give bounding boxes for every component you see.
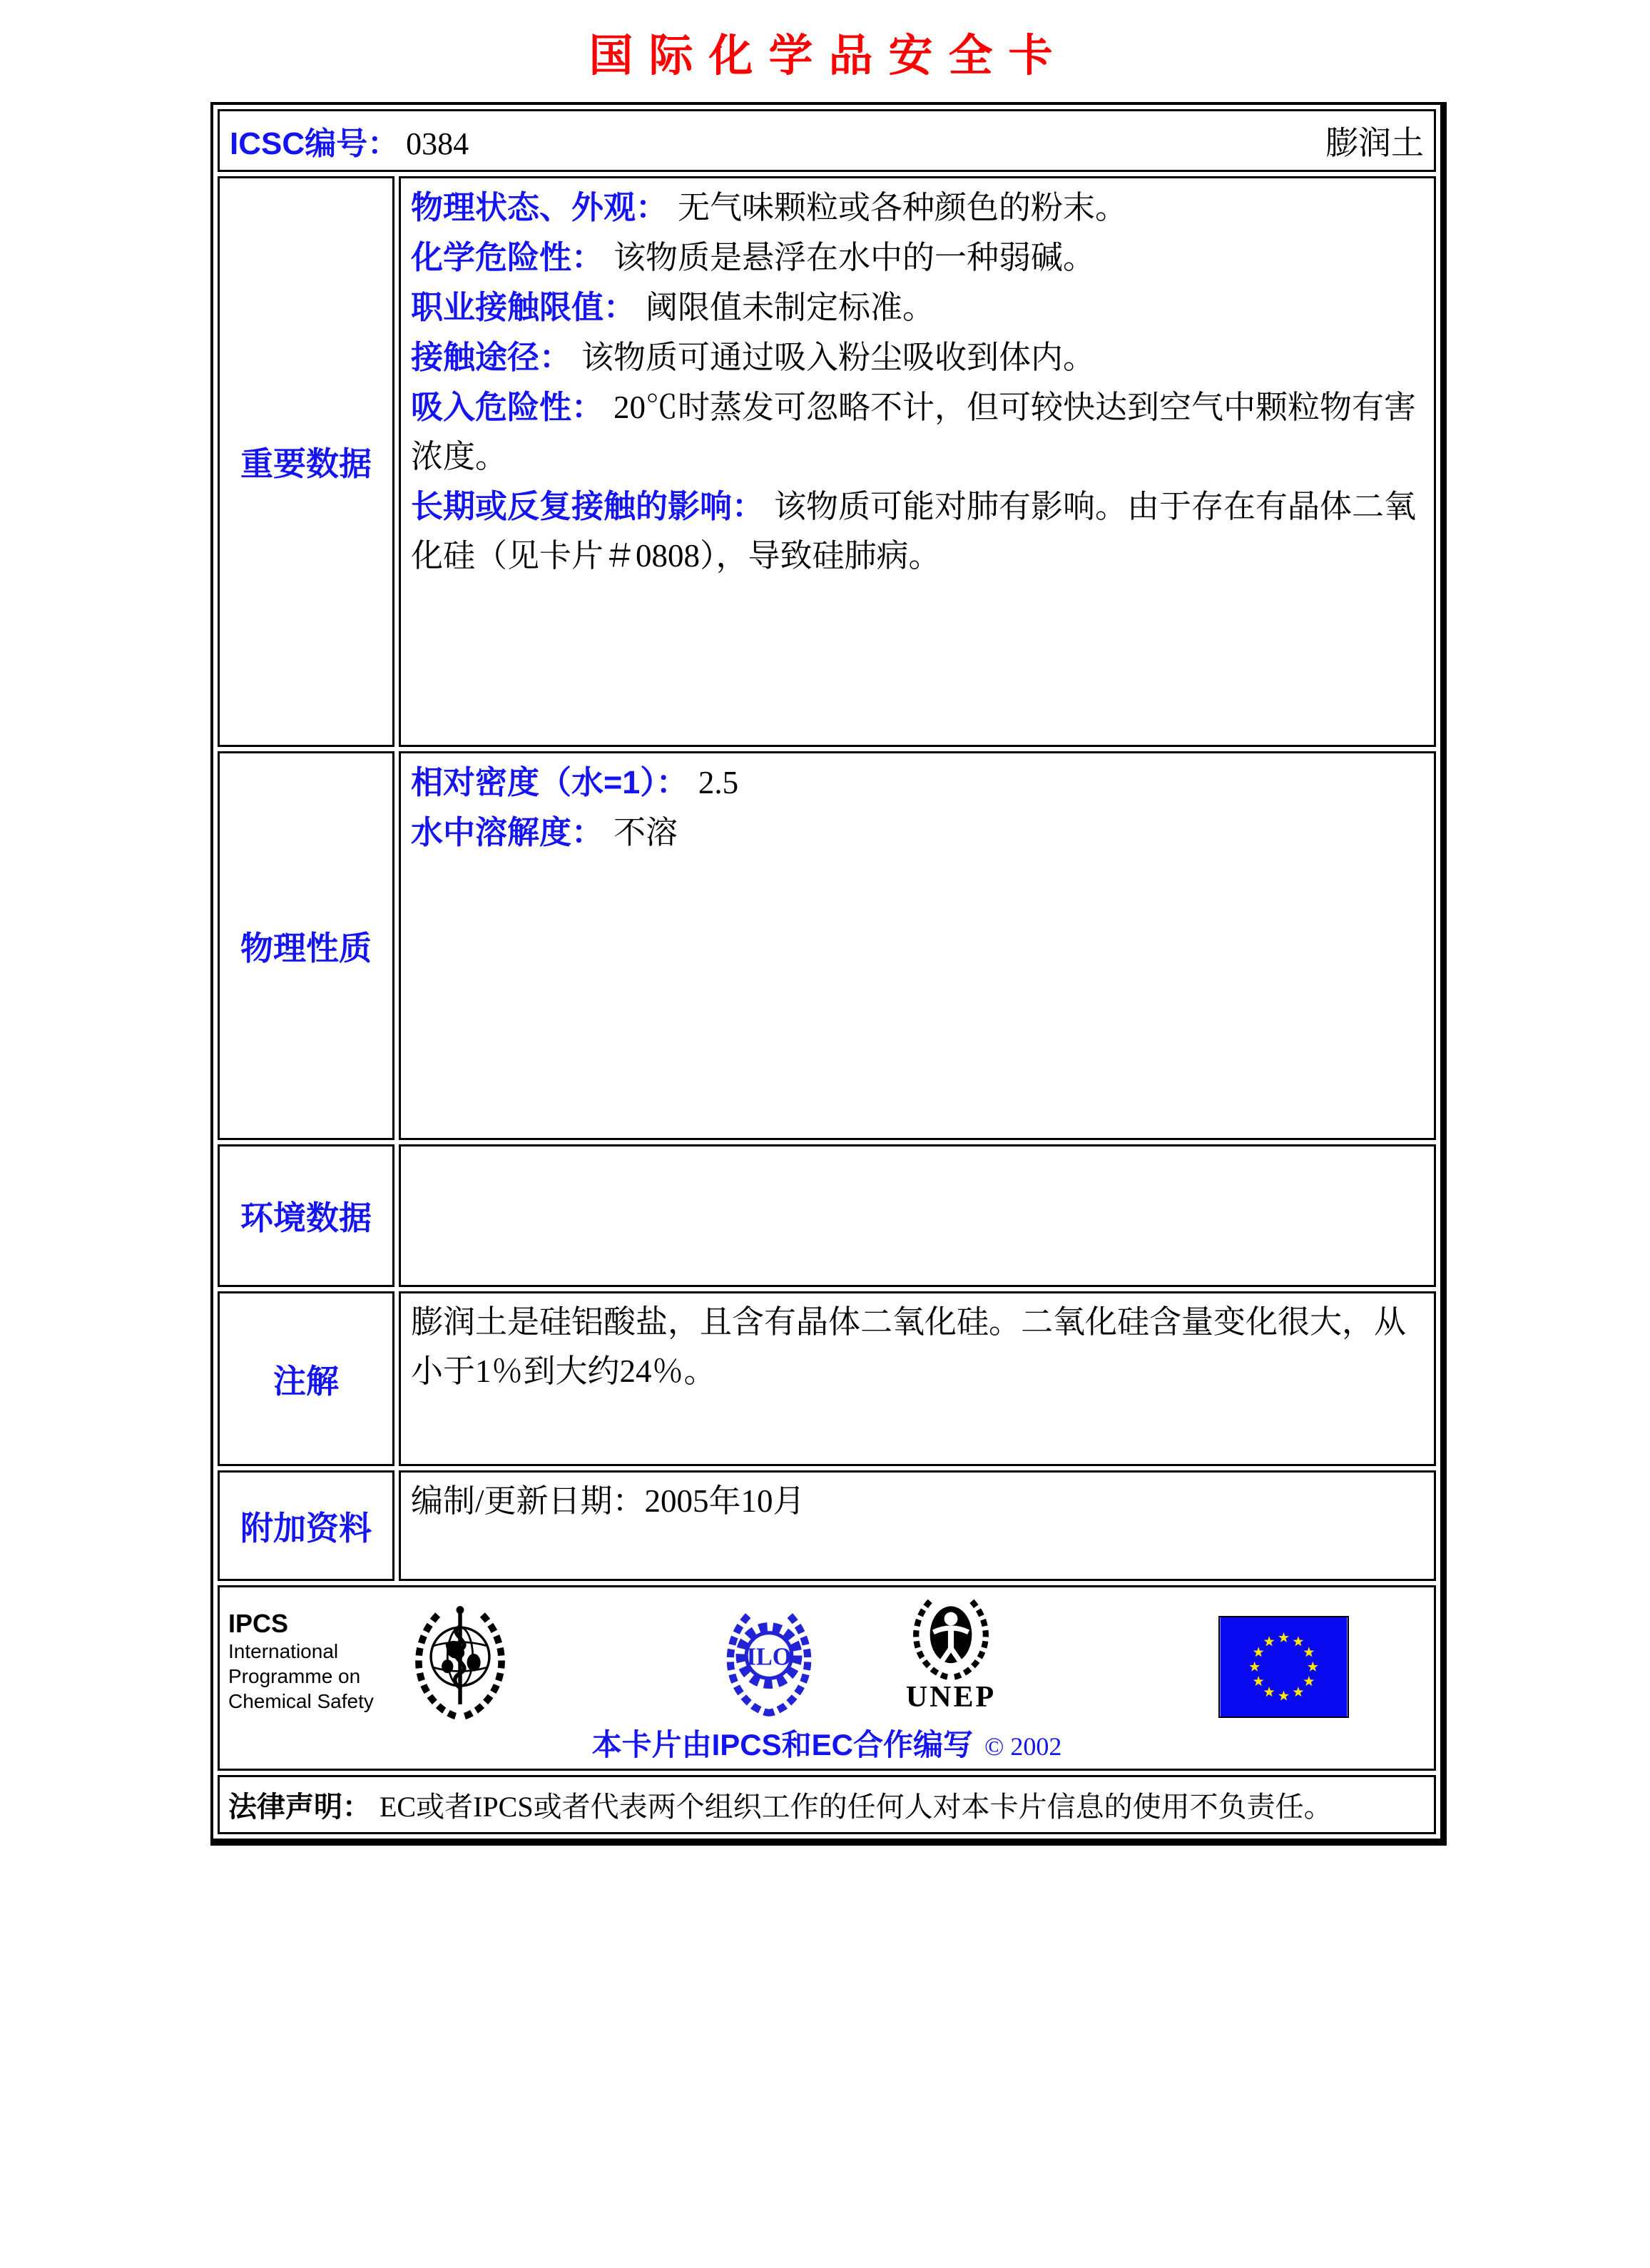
- field-exposure-routes: [411, 332, 1424, 382]
- page-title: 国际化学品安全卡: [589, 32, 1069, 81]
- legal-notice-row: [218, 1775, 1436, 1834]
- field-inhalation-risk: [411, 382, 1424, 482]
- legal-notice-text: EC或者IPCS或者代表两个组织工作的任何人对本卡片信息的使用不负责任。: [380, 1791, 1333, 1823]
- section-content-additional-information: [399, 1470, 1436, 1581]
- field-occupational-limits: [411, 283, 1424, 332]
- footer-caption: [220, 1722, 1434, 1764]
- ipcs-text-block: [228, 1609, 374, 1714]
- unep-logo-icon: [905, 1595, 997, 1682]
- header-row: [218, 109, 1436, 172]
- section-content-notes: [399, 1291, 1436, 1466]
- section-content-physical-properties: [399, 751, 1436, 1140]
- field-label: 吸入危险性：: [411, 389, 604, 425]
- unep-label: UNEP: [905, 1681, 997, 1714]
- field-text: 无气味颗粒或各种颜色的粉末。: [678, 190, 1128, 225]
- field-label: 水中溶解度：: [411, 814, 604, 850]
- icsc-number-label: ICSC编号：: [230, 126, 399, 161]
- section-label-notes: 注解: [218, 1291, 394, 1466]
- eu-flag-icon: [1218, 1616, 1349, 1718]
- icsc-card: [210, 0, 1447, 1846]
- ipcs-line: International: [228, 1640, 339, 1662]
- unep-logo-block: [897, 1595, 1004, 1712]
- section-label-physical-properties: 物理性质: [218, 751, 394, 1140]
- field-water-solubility: [411, 808, 1424, 858]
- field-text: 20℃时蒸发可忽略不计，但可较快达到空气中颗粒物有害浓度。: [411, 390, 1417, 474]
- field-label: 长期或反复接触的影响：: [411, 488, 765, 524]
- who-logo-icon: [407, 1596, 514, 1733]
- field-label: 相对密度（水=1）：: [411, 764, 688, 800]
- copyright-text: © 2002: [984, 1732, 1062, 1761]
- field-label: 化学危险性：: [411, 239, 604, 275]
- field-text: 不溶: [613, 815, 678, 850]
- field-physical-state: [411, 183, 1424, 233]
- ilo-monogram: ILO: [746, 1643, 792, 1671]
- ipcs-line: Chemical Safety: [228, 1690, 374, 1712]
- field-long-term-effects: [411, 482, 1424, 581]
- field-label: 接触途径：: [411, 339, 572, 375]
- field-text: 阈限值未制定标准。: [646, 290, 935, 325]
- field-text: 该物质可通过吸入粉尘吸收到体内。: [581, 340, 1096, 375]
- ilo-logo-icon: [719, 1600, 819, 1727]
- ipcs-title: IPCS: [228, 1609, 289, 1638]
- legal-notice-label: 法律声明：: [228, 1791, 371, 1823]
- field-text: 该物质是悬浮在水中的一种弱碱。: [613, 240, 1096, 275]
- icsc-table: [210, 102, 1447, 1846]
- chemical-name: 膨润土: [1325, 125, 1424, 161]
- notes-text: 膨润土是硅铝酸盐，且含有晶体二氧化硅。二氧化硅含量变化很大，从小于1％到大约24％。: [411, 1304, 1407, 1389]
- ipcs-line: Programme on: [228, 1665, 361, 1687]
- footer-logos-row: [218, 1585, 1436, 1771]
- field-relative-density: [411, 758, 1424, 808]
- section-label-additional-information: 附加资料: [218, 1470, 394, 1581]
- icsc-number-value: 0384: [406, 126, 469, 161]
- caption-text: 本卡片由IPCS和EC合作编写: [591, 1728, 973, 1761]
- section-label-environmental-data: 环境数据: [218, 1144, 394, 1287]
- update-date-text: 编制/更新日期：2005年10月: [411, 1483, 805, 1519]
- field-chemical-dangers: [411, 233, 1424, 283]
- section-label-important-data: 重要数据: [218, 176, 394, 747]
- icsc-number-group: [230, 118, 469, 163]
- section-content-important-data: [399, 176, 1436, 747]
- field-label: 职业接触限值：: [411, 289, 636, 325]
- field-text: 该物质可能对肺有影响。由于存在有晶体二氧化硅（见卡片＃0808），导致硅肺病。: [411, 489, 1417, 574]
- field-label: 物理状态、外观：: [411, 189, 668, 225]
- section-content-environmental-data: [399, 1144, 1436, 1287]
- field-text: 2.5: [698, 765, 739, 800]
